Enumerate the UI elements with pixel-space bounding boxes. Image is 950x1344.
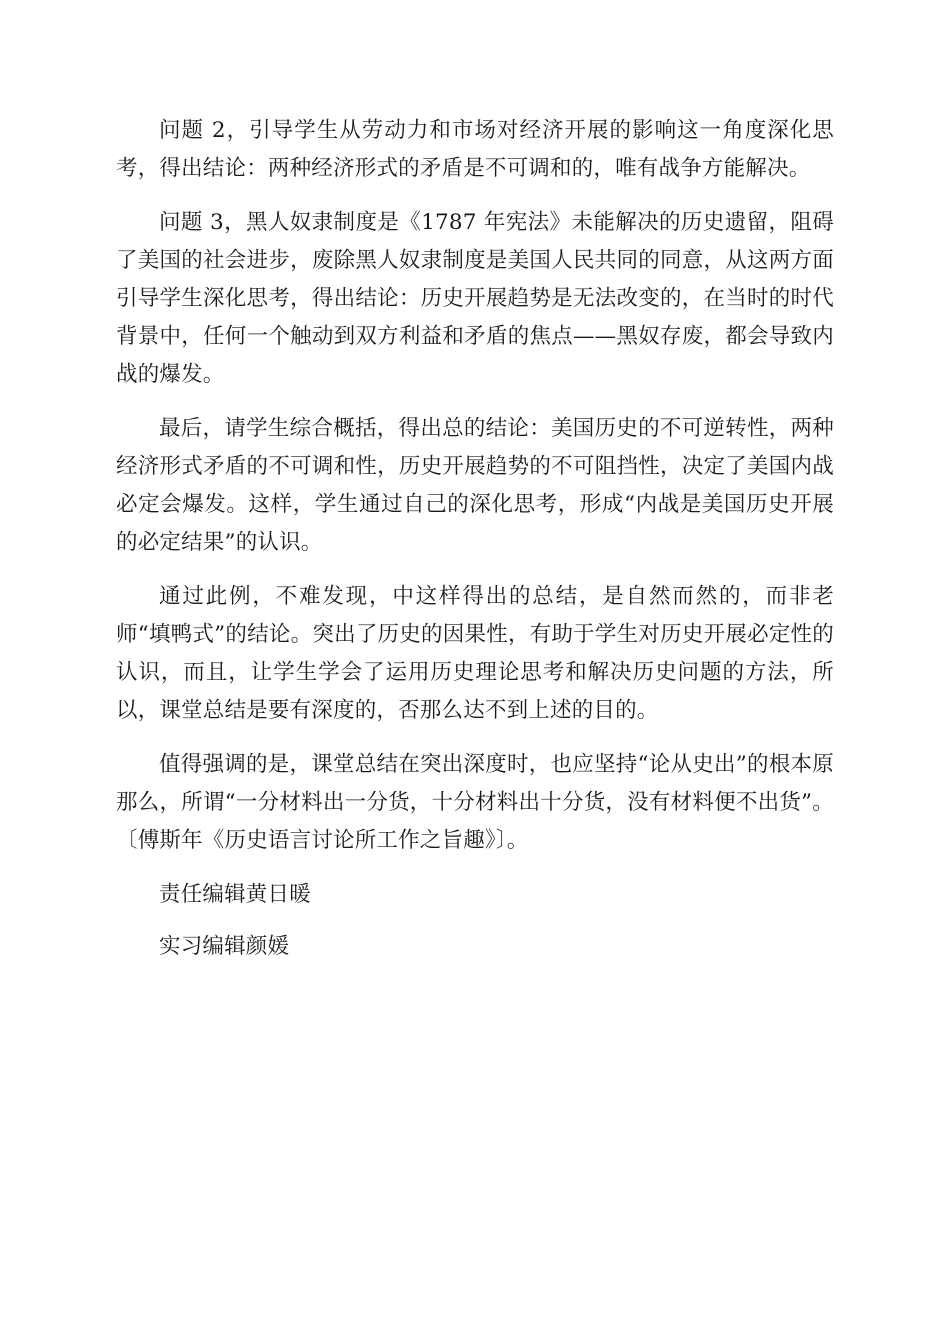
paragraph-question-3: 问题 3，黑人奴隶制度是《1787 年宪法》未能解决的历史遗留，阻碍了美国的社会进步，废除黑人奴隶制度是美国人民共同的同意，从这两方面引导学生深化思考，得出结论：历史开展趋势是无法改变的，在当时的时代背景中，任何一个触动到双方利益和矛盾的焦点——黑奴存废，都会导致内战的爆发。	[116, 210, 834, 387]
paragraph-emphasis: 值得强调的是，课堂总结在突出深度时，也应坚持“论从史出”的根本原那么，所谓“一分材料出一分货，十分材料出十分货，没有材料便不出货”。〔傅斯年《历史语言讨论所工作之旨趣》〕。	[116, 752, 834, 853]
paragraph-conclusion: 最后，请学生综合概括，得出总的结论：美国历史的不可逆转性，两种经济形式矛盾的不可调和性，历史开展趋势的不可阻挡性，决定了美国内战必定会爆发。这样，学生通过自己的深化思考，形成“内战是美国历史开展的必定结果”的认识。	[116, 416, 834, 555]
intern-editor-credit: 实习编辑颜媛	[159, 934, 290, 959]
paragraph-example-analysis: 通过此例，不难发现，中这样得出的总结，是自然而然的，而非老师“填鸭式”的结论。突出了历史的因果性，有助于学生对历史开展必定性的认识，而且，让学生学会了运用历史理论思考和解决历史问题的方法，所以，课堂总结是要有深度的，否那么达不到上述的目的。	[116, 584, 834, 723]
paragraph-question-2: 问题 2，引导学生从劳动力和市场对经济开展的影响这一角度深化思考，得出结论：两种经济形式的矛盾是不可调和的，唯有战争方能解决。	[116, 118, 834, 181]
document-body	[116, 112, 834, 980]
editor-credit: 责任编辑黄日暖	[159, 882, 311, 907]
